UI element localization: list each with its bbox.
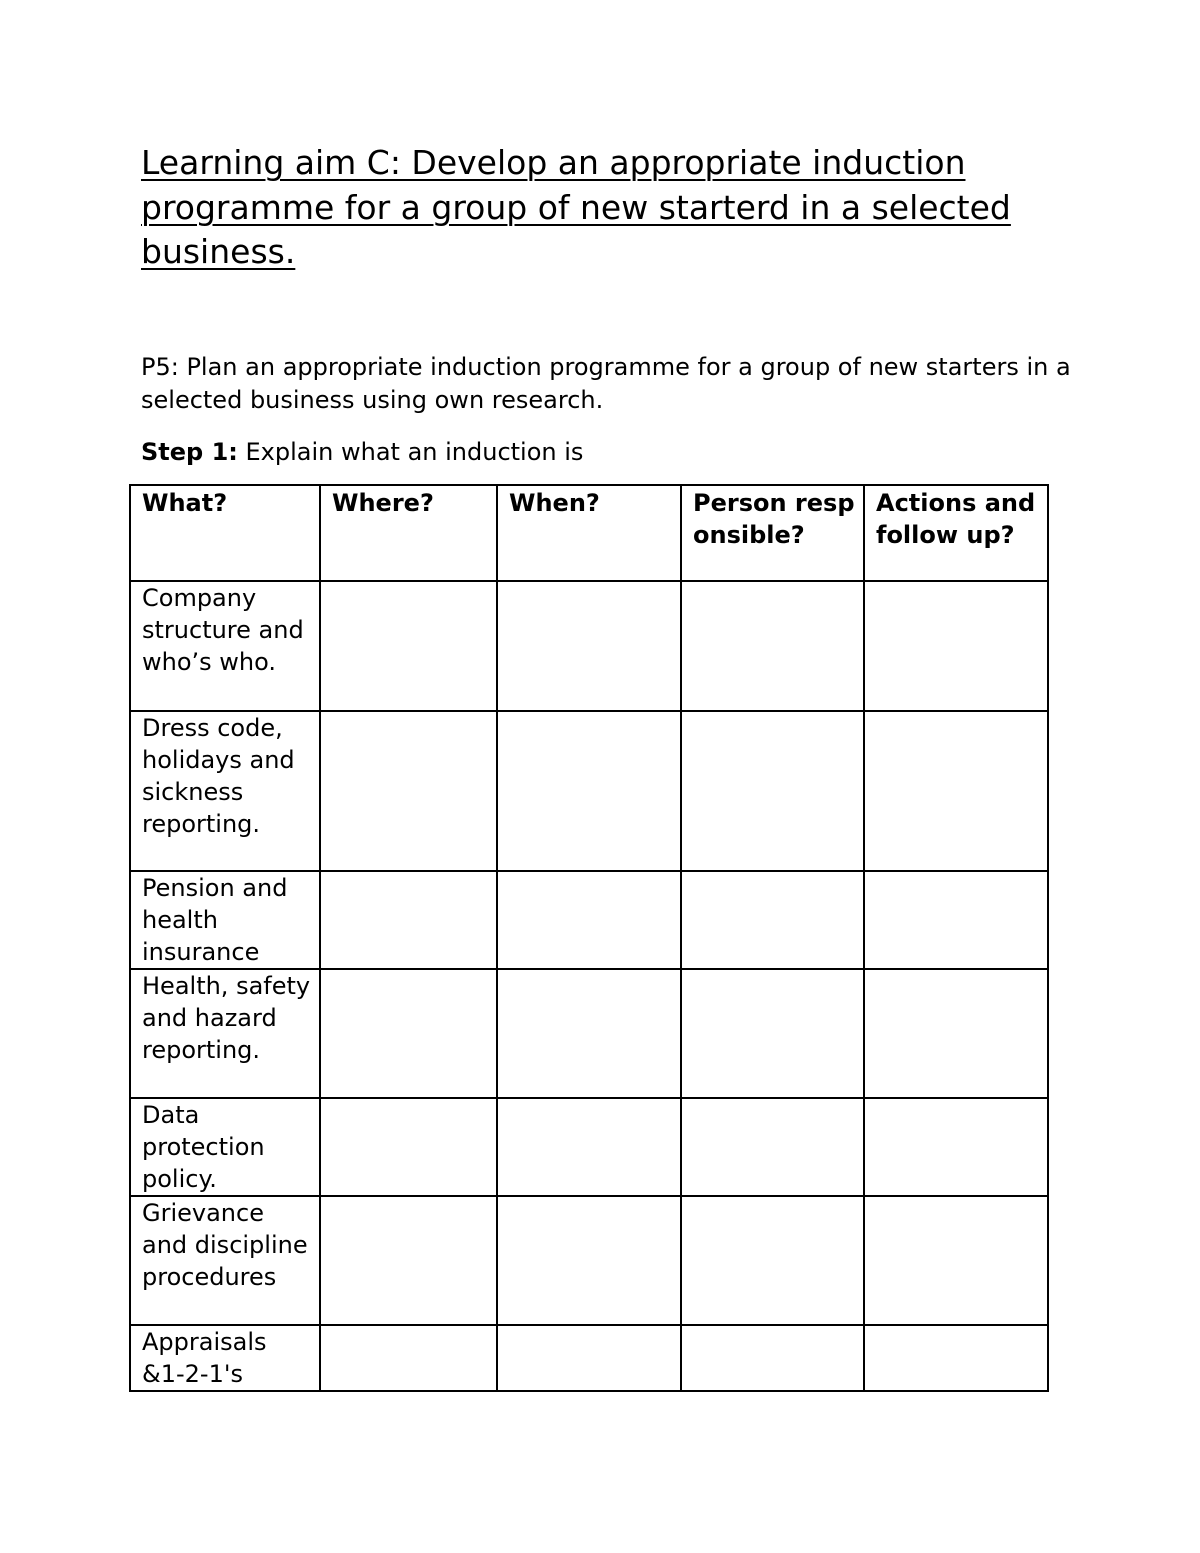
where-cell[interactable] xyxy=(320,1098,497,1196)
person-cell[interactable] xyxy=(681,969,864,1098)
table-row xyxy=(130,711,1048,871)
step-text: Explain what an induction is xyxy=(237,438,584,466)
where-cell[interactable] xyxy=(320,1196,497,1325)
task-description: P5: Plan an appropriate induction programme for a group of new starters in a selected business using own research. xyxy=(141,353,1071,414)
when-cell[interactable] xyxy=(497,711,681,871)
when-cell[interactable] xyxy=(497,581,681,711)
actions-cell[interactable] xyxy=(864,1196,1048,1325)
table-row xyxy=(130,1196,1048,1325)
row-topic: Appraisals &1-2-1's xyxy=(130,1325,320,1391)
when-cell[interactable] xyxy=(497,969,681,1098)
person-cell[interactable] xyxy=(681,1196,864,1325)
where-cell[interactable] xyxy=(320,581,497,711)
column-header-actions: Actions and follow up? xyxy=(864,485,1048,581)
where-cell[interactable] xyxy=(320,1325,497,1391)
where-cell[interactable] xyxy=(320,711,497,871)
row-topic: Data protection policy. xyxy=(130,1098,320,1196)
person-cell[interactable] xyxy=(681,1325,864,1391)
when-cell[interactable] xyxy=(497,871,681,969)
person-cell[interactable] xyxy=(681,581,864,711)
table-row xyxy=(130,581,1048,711)
step-instruction xyxy=(141,436,583,469)
when-cell[interactable] xyxy=(497,1325,681,1391)
step-label: Step 1: xyxy=(141,438,238,466)
row-topic: Dress code, holidays and sickness reporting. xyxy=(130,711,320,871)
row-topic: Grievance and discipline procedures xyxy=(130,1196,320,1325)
row-topic: Health, safety and hazard reporting. xyxy=(130,969,320,1098)
column-header-when: When? xyxy=(497,485,681,581)
induction-plan-table xyxy=(129,484,1049,1392)
where-cell[interactable] xyxy=(320,969,497,1098)
row-topic: Pension and health insurance xyxy=(130,871,320,969)
column-header-person-responsible: Person responsible? xyxy=(681,485,864,581)
actions-cell[interactable] xyxy=(864,1098,1048,1196)
where-cell[interactable] xyxy=(320,871,497,969)
when-cell[interactable] xyxy=(497,1098,681,1196)
person-cell[interactable] xyxy=(681,711,864,871)
person-cell[interactable] xyxy=(681,1098,864,1196)
table-row xyxy=(130,1098,1048,1196)
actions-cell[interactable] xyxy=(864,581,1048,711)
actions-cell[interactable] xyxy=(864,1325,1048,1391)
column-header-where: Where? xyxy=(320,485,497,581)
actions-cell[interactable] xyxy=(864,871,1048,969)
person-cell[interactable] xyxy=(681,871,864,969)
table-row xyxy=(130,1325,1048,1391)
column-header-what: What? xyxy=(130,485,320,581)
row-topic: Company structure and who’s who. xyxy=(130,581,320,711)
table-row xyxy=(130,871,1048,969)
table-row xyxy=(130,969,1048,1098)
table-header-row xyxy=(130,485,1048,581)
when-cell[interactable] xyxy=(497,1196,681,1325)
actions-cell[interactable] xyxy=(864,969,1048,1098)
actions-cell[interactable] xyxy=(864,711,1048,871)
document-title: Learning aim C: Develop an appropriate induction programme for a group of new starterd in a selected business. xyxy=(141,143,1011,271)
